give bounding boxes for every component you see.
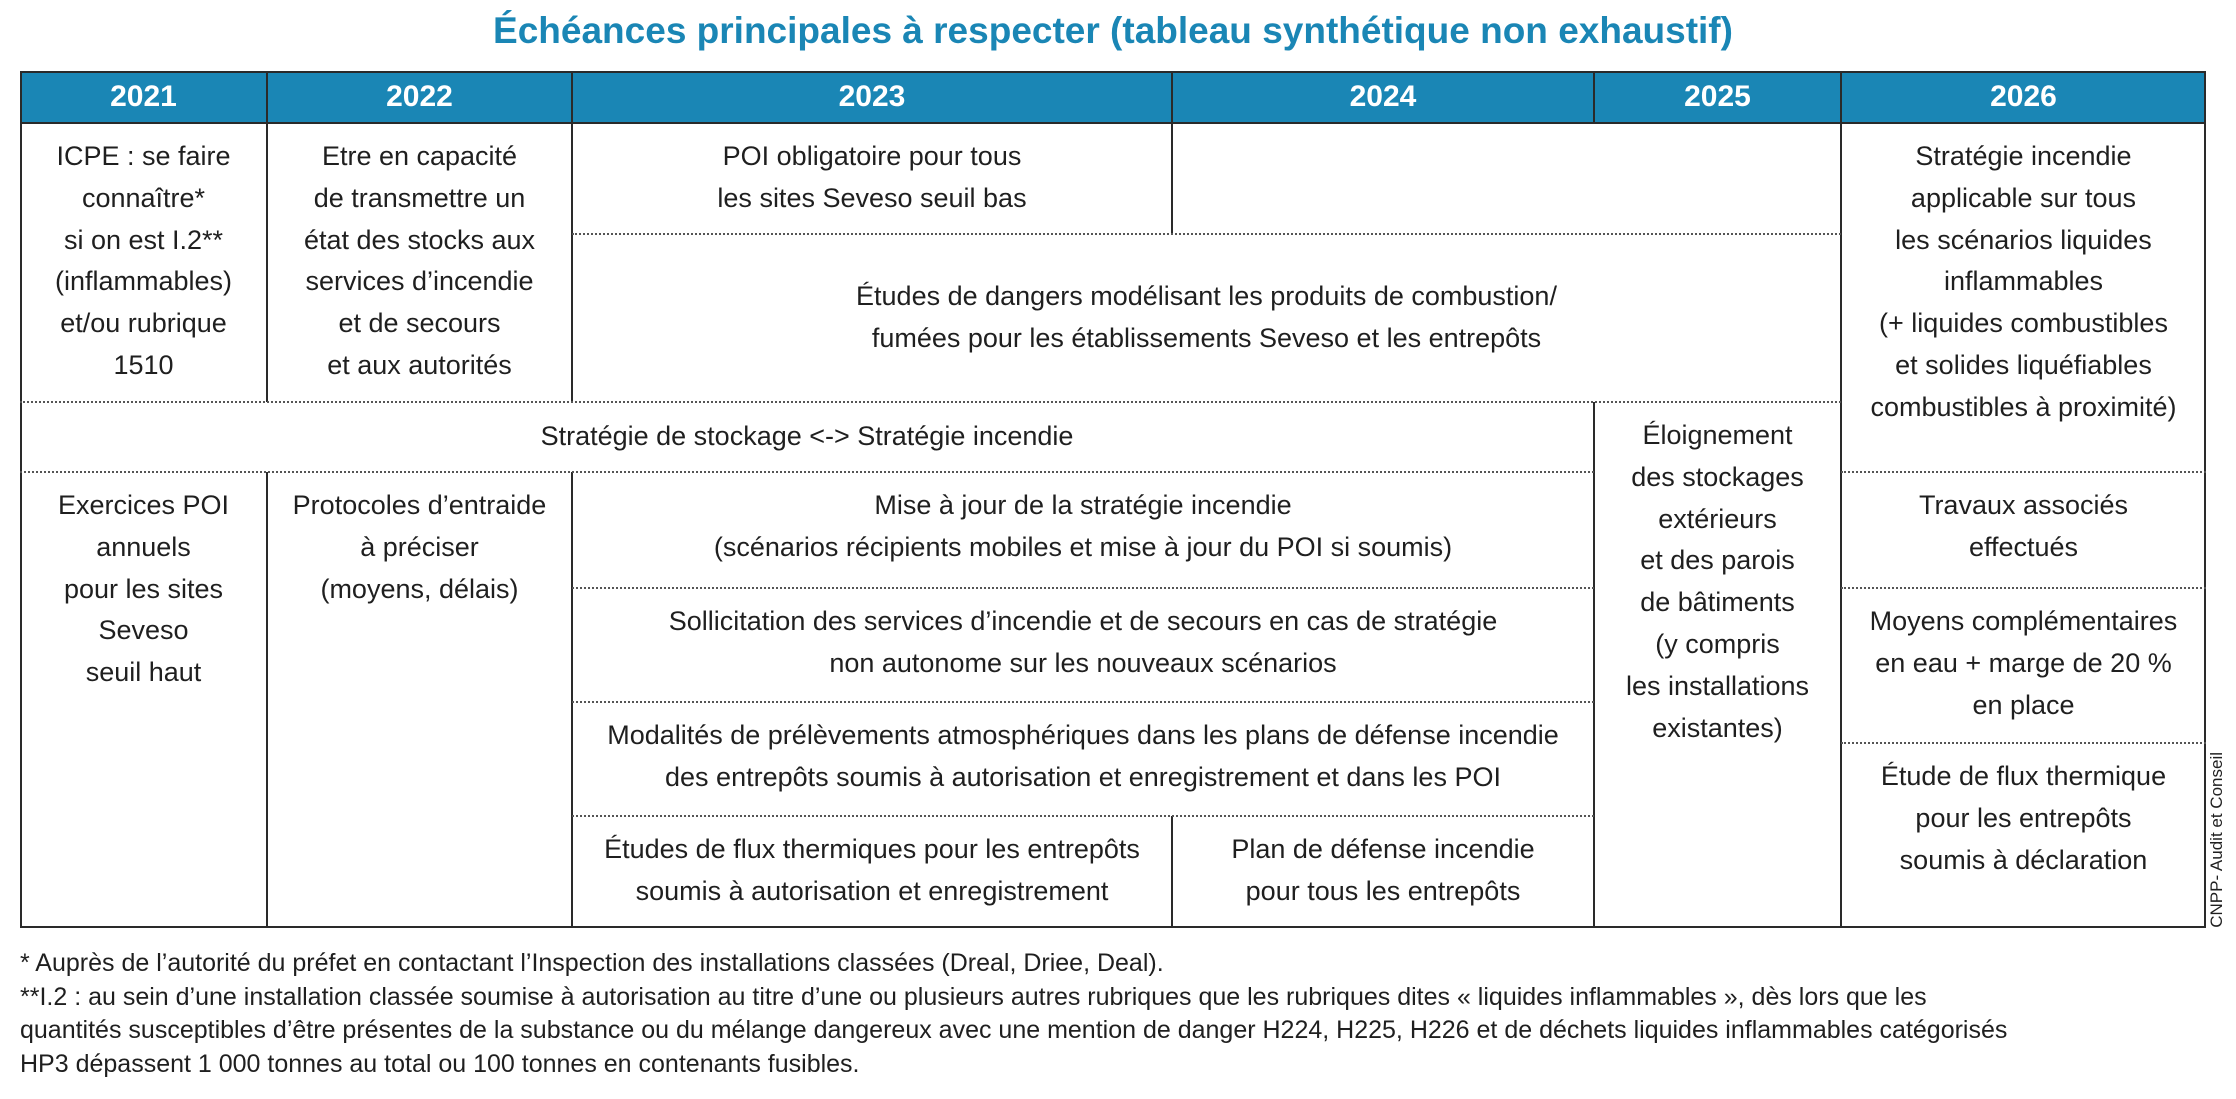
cell-text-line: les scénarios liquides — [1895, 224, 2152, 255]
cell-text-line: soumis à déclaration — [1899, 844, 2148, 875]
cell-text-line: connaître* — [81, 182, 206, 213]
cell-text-line: Mise à jour de la stratégie incendie — [874, 490, 1292, 520]
cell-text-line: et solides liquéfiables — [1895, 349, 2152, 380]
cell-text-line: combustibles à proximité) — [1870, 391, 2177, 422]
cell-text-line: Plan de défense incendie — [1231, 834, 1535, 864]
cell-text-line: services d’incendie — [305, 266, 534, 297]
cell-text-line: Moyens complémentaires — [1869, 606, 2178, 636]
cell-text-line: Travaux associés — [1918, 490, 2129, 520]
footnote-line: HP3 dépassent 1 000 tonnes au total ou 100 tonnes en contenants fusibles. — [20, 1049, 860, 1078]
year-header-2023: 2023 — [838, 80, 906, 113]
cell-text-line: effectués — [1968, 531, 2079, 562]
grid-line-dotted — [1841, 587, 2206, 589]
footnote-line: **I.2 : au sein d’une installation classée soumise à autorisation au titre d’une ou plusieurs autres rubriques que les rubriques dites « liquides inflammables », dès lors que les — [20, 982, 1927, 1011]
table-frame — [20, 71, 2206, 928]
cell-text-line: ICPE : se faire — [56, 141, 231, 171]
cell-text-line: en place — [1972, 689, 2075, 720]
cell-text-line: non autonome sur les nouveaux scénarios — [829, 647, 1337, 678]
grid-line-solid — [266, 472, 268, 928]
cell-text-line: (y compris — [1655, 628, 1780, 659]
cell-text-line: seuil haut — [85, 657, 202, 688]
cell-text-line: Seveso — [98, 615, 189, 646]
cell-text-line: Sollicitation des services d’incendie et de secours en cas de stratégie — [668, 606, 1498, 636]
cell-text-line: et de secours — [338, 308, 501, 339]
cell-text-line: (moyens, délais) — [320, 573, 519, 604]
cell-text-line: les installations — [1625, 670, 1810, 701]
grid-line-solid — [1171, 816, 1173, 928]
grid-line-dotted — [1841, 742, 2206, 744]
cell-text-line: pour les sites — [63, 573, 224, 604]
grid-line-solid — [266, 71, 268, 402]
cell-text-line: Éloignement — [1642, 420, 1793, 450]
cell-text-line: des entrepôts soumis à autorisation et enregistrement et dans les POI — [665, 761, 1501, 792]
cell-text-line: fumées pour les établissements Seveso et les entrepôts — [871, 323, 1542, 353]
cell-text-line: de transmettre un — [313, 182, 526, 213]
cell-text-line: (+ liquides combustibles — [1879, 308, 2168, 339]
grid-line-solid — [1593, 402, 1595, 928]
cell-text-line: Etre en capacité — [321, 141, 518, 171]
cell-text-line: inflammables — [1943, 266, 2104, 297]
cell-text-line: Protocoles d’entraide — [292, 490, 547, 520]
cell-text-line: et aux autorités — [327, 349, 512, 380]
cell-text-line: à préciser — [360, 531, 479, 562]
cell-text-line: applicable sur tous — [1910, 182, 2137, 213]
credit-text: CNPP- Audit et Conseil — [2207, 752, 2226, 928]
cell-text-line: Stratégie de stockage <-> Stratégie incendie — [540, 421, 1074, 452]
cell-text-line: Études de flux thermiques pour les entrepôts — [604, 834, 1140, 864]
grid-line-dotted — [20, 471, 1594, 473]
cell-text-line: si on est I.2** — [63, 224, 224, 255]
year-header-2022: 2022 — [386, 80, 453, 113]
cell-text-line: Étude de flux thermique — [1880, 761, 2167, 791]
year-header-2025: 2025 — [1684, 80, 1751, 113]
cell-text-line: Exercices POI — [57, 490, 230, 520]
grid-line-solid — [571, 472, 573, 928]
cell-text-line: existantes) — [1652, 712, 1783, 743]
grid-line-dotted — [572, 233, 1841, 235]
cell-text-line: extérieurs — [1658, 503, 1777, 534]
cell-text-line: (inflammables) — [54, 266, 233, 297]
cell-text-line: et des parois — [1640, 545, 1795, 576]
cell-text-line: les sites Seveso seuil bas — [717, 182, 1027, 213]
year-header-2021: 2021 — [110, 80, 177, 113]
cell-text-line: des stockages — [1631, 461, 1804, 492]
grid-line-dotted — [572, 815, 1594, 817]
page-title: Échéances principales à respecter (tableau synthétique non exhaustif) — [493, 10, 1733, 51]
grid-line-dotted — [20, 401, 1841, 403]
grid-line-solid — [1171, 71, 1173, 234]
cell-text-line: Modalités de prélèvements atmosphériques dans les plans de défense incendie — [607, 720, 1559, 750]
year-header-2026: 2026 — [1990, 80, 2057, 113]
year-header-2024: 2024 — [1349, 80, 1417, 113]
grid-line-dotted — [572, 587, 1594, 589]
cell-text-line: soumis à autorisation et enregistrement — [635, 875, 1109, 906]
cell-text-line: 1510 — [113, 349, 174, 380]
cell-text-line: annuels — [96, 531, 191, 562]
footnotes — [20, 947, 2007, 1081]
grid-line-solid — [1840, 71, 1842, 928]
grid-line-dotted — [1841, 471, 2206, 473]
cell-text-line: POI obligatoire pour tous — [722, 141, 1022, 171]
cell-text-line: Études de dangers modélisant les produits de combustion/ — [856, 281, 1557, 312]
footnote-line: * Auprès de l’autorité du préfet en contactant l’Inspection des installations classées (Dreal, Driee, Deal). — [20, 949, 1164, 977]
cell-text-line: de bâtiments — [1640, 587, 1795, 618]
footnote-line: quantités susceptibles d’être présentes de la substance ou du mélange dangereux avec une mention de danger H224, H225, H226 et de déchets liquides inflammables catégorisés — [20, 1016, 2008, 1044]
cell-text-line: état des stocks aux — [303, 224, 536, 255]
cell-text-line: et/ou rubrique — [60, 308, 227, 339]
grid-line-dotted — [572, 701, 1594, 703]
cell-text-line: (scénarios récipients mobiles et mise à jour du POI si soumis) — [713, 531, 1453, 562]
grid-line-solid — [571, 71, 573, 402]
cell-text-line: en eau + marge de 20 % — [1875, 647, 2172, 678]
grid-line-solid — [20, 122, 2206, 124]
cell-text-line: Stratégie incendie — [1915, 141, 2132, 171]
grid-line-solid — [1593, 71, 1595, 123]
cell-text-line: pour les entrepôts — [1915, 802, 2132, 833]
cell-text-line: pour tous les entrepôts — [1245, 875, 1521, 906]
